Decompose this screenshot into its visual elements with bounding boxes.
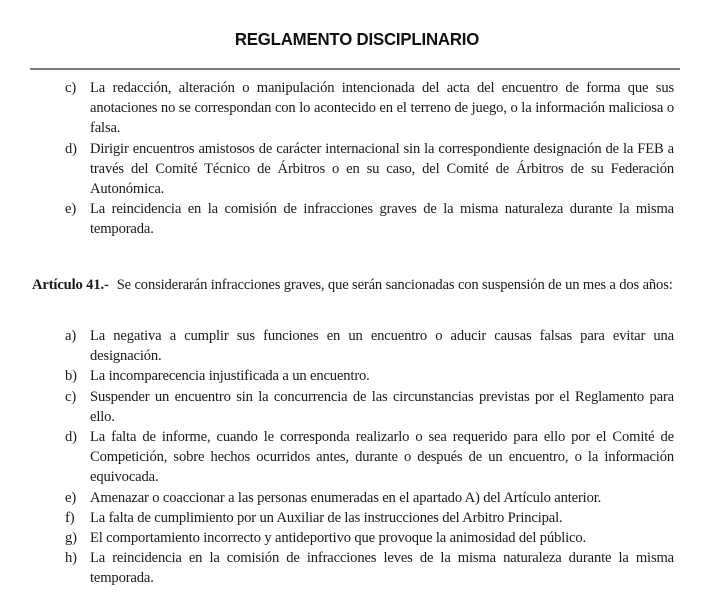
list-item (32, 528, 674, 548)
list-item (32, 508, 674, 528)
list-item (32, 139, 674, 200)
item-label: d) (65, 429, 77, 446)
item-label: f) (65, 509, 75, 526)
list-item (32, 78, 674, 139)
article-41-intro (32, 275, 674, 295)
item-label: g) (65, 530, 77, 547)
item-text: Amenazar o coaccionar a las personas enumeradas en el apartado A) del Artículo anterior. (90, 489, 602, 506)
item-text: La falta de cumplimiento por un Auxiliar de las instrucciones del Arbitro Principal. (90, 509, 563, 526)
list-item (32, 326, 674, 366)
item-text: La negativa a cumplir sus funciones en un encuentro o aducir causas falsas para evitar una designación. (90, 328, 674, 365)
list-item (32, 488, 674, 508)
article-41-list (32, 326, 674, 589)
item-text: Suspender un encuentro sin la concurrencia de las circunstancias previstas por el Reglamento para ello. (90, 388, 674, 425)
item-label: e) (65, 489, 77, 506)
item-text: La redacción, alteración o manipulación intencionada del acta del encuentro de forma que sus anotaciones no se correspondan con lo acontecido en el terreno de juego, o la información maliciosa o falsa. (90, 80, 674, 137)
list-item (32, 427, 674, 488)
item-label: d) (65, 140, 77, 157)
item-label: c) (65, 80, 77, 96)
item-label: b) (65, 368, 77, 385)
previous-article-list (32, 78, 674, 240)
item-label: h) (65, 550, 77, 567)
article-intro: Se considerarán infracciones graves, que serán sancionadas con suspensión de un mes a dos años: (116, 277, 673, 293)
list-item (32, 387, 674, 427)
page-title: REGLAMENTO DISCIPLINARIO (234, 29, 480, 49)
header-divider (30, 68, 680, 70)
item-text: El comportamiento incorrecto y antideportivo que provoque la animosidad del público. (90, 530, 587, 547)
item-text: La falta de informe, cuando le corresponda realizarlo o sea requerido para ello por el Comité de Competición, sobre hechos ocurridos antes, durante o después de un encuentro, o la información equivocada. (90, 429, 674, 486)
item-label: a) (65, 328, 77, 344)
item-text: La reincidencia en la comisión de infracciones graves de la misma naturaleza durante la misma temporada. (90, 201, 674, 238)
list-item (32, 548, 674, 588)
item-text: La reincidencia en la comisión de infracciones leves de la misma naturaleza durante la misma temporada. (90, 550, 674, 587)
article-heading: Artículo 41.- (32, 277, 109, 293)
item-label: e) (65, 201, 77, 218)
item-label: c) (65, 388, 77, 405)
list-item (32, 199, 674, 239)
item-text: Dirigir encuentros amistosos de carácter internacional sin la correspondiente designación de la FEB a través del Comité Técnico de Árbitros o en su caso, del Comité de Árbitros de su Federación Autonómica. (90, 140, 674, 198)
item-text: La incomparecencia injustificada a un encuentro. (90, 368, 370, 385)
list-item (32, 366, 674, 386)
